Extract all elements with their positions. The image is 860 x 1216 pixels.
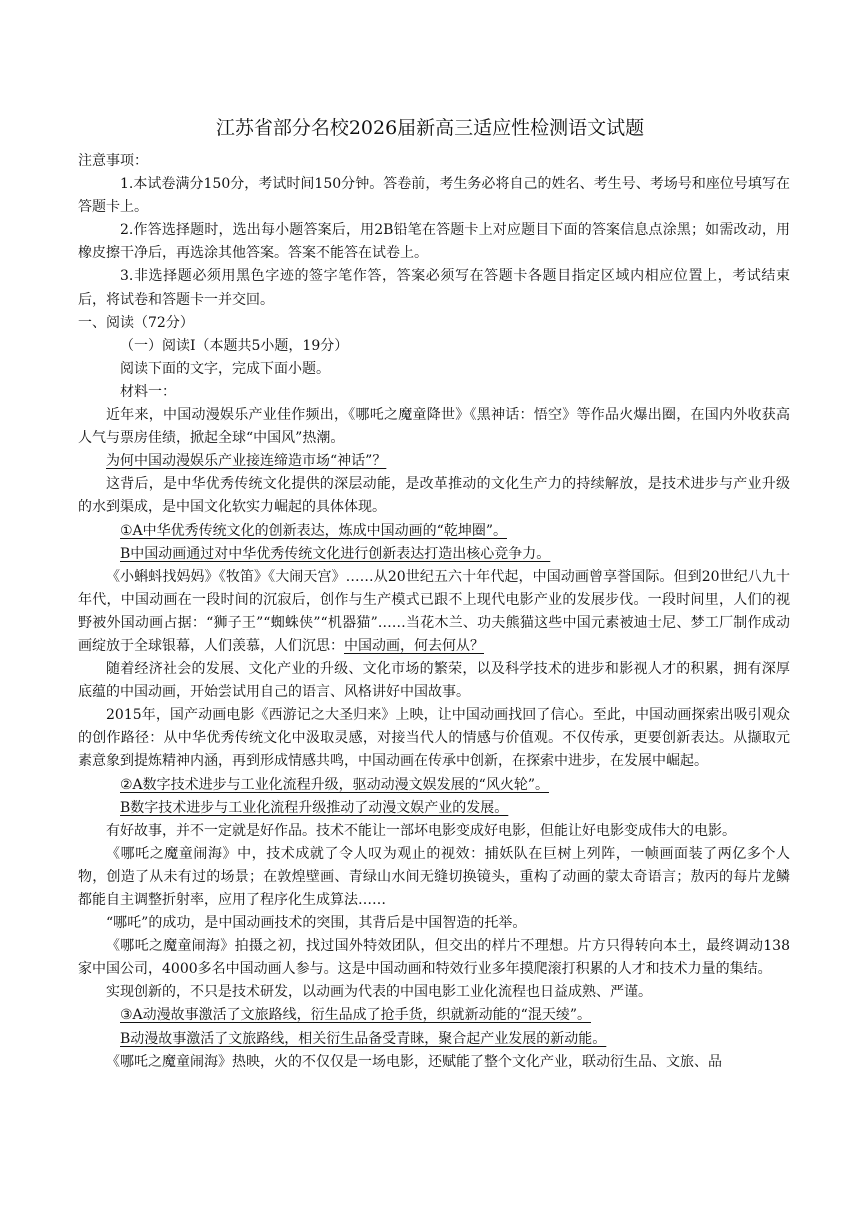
paragraph: 这背后，是中华优秀传统文化提供的深层动能，是改革推动的文化生产力的持续解放，是技术进步与产业升级的水到渠成，是中国文化软实力崛起的具体体现。 [78, 476, 790, 516]
page-title: 江苏省部分名校2026届新高三适应性检测语文试题 [215, 117, 645, 139]
underlined-question: 为何中国动漫娱乐产业接连缔造市场“神话”？ [106, 453, 387, 470]
paragraph: 《哪吒之魔童闹海》中，技术成就了令人叹为观止的视效：捕妖队在巨树上列阵，一帧画面装了两亿多个人物，创造了从未有过的场景；在敦煌壁画、青绿山水间无缝切换镜头，重构了动画的蒙太奇语言；敖丙的每片龙鳞都能自主调整折射率，应用了程序化生成算法…… [78, 845, 790, 908]
paragraph: 《哪吒之魔童闹海》热映，火的不仅仅是一场电影，还赋能了整个文化产业，联动衍生品、文旅、品 [106, 1053, 722, 1070]
paragraph [78, 450, 790, 473]
paragraph: 2015年，国产动画电影《西游记之大圣归来》上映，让中国动画找回了信心。至此，中国动画探索出吸引观众的创作路径：从中华优秀传统文化中汲取灵感，对接当代人的情感与价值观。不仅传承，更要创新表达。从撷取元素意象到提炼精神内涵，再到形成情感共鸣，中国动画在传承中创新，在探索中进步，在发展中崛起。 [78, 707, 790, 770]
paragraph-text: 《小蝌蚪找妈妈》《牧笛》《大闹天宫》……从20世纪五六十年代起，中国动画曾享誉国际。但到20世纪八九十年代，中国动画在一段时间的沉寂后，创作与生产模式已跟不上现代电影产业的发展步伐。一段时间里，人们的视野被外国动画占据：“狮子王”“蜘蛛侠”“机器猫”……当花木兰、功夫熊猫这些中国元素被迪士尼、梦工厂制作成动画绽放于全球银幕，人们羡慕，人们沉思： [78, 568, 790, 654]
option-b-1: B中国动画通过对中华优秀传统文化进行创新表达打造出核心竞争力。 [120, 545, 551, 562]
notice-item: 2.作答选择题时，选出每小题答案后，用2B铅笔在答题卡上对应题目下面的答案信息点涂黑；如需改动，用橡皮擦干净后，再选涂其他答案。答案不能答在试卷上。 [78, 222, 790, 262]
option-line [78, 1004, 790, 1027]
material-label: 材料一： [120, 383, 176, 400]
option-line [78, 797, 790, 820]
paragraph: 有好故事，并不一定就是好作品。技术不能让一部坏电影变成好电影，但能让好电影变成伟大的电影。 [106, 822, 736, 839]
paragraph: 近年来，中国动漫娱乐产业佳作频出，《哪吒之魔童降世》《黑神话：悟空》等作品火爆出圈，在国内外收获高人气与票房佳绩，掀起全球“中国风”热潮。 [78, 407, 790, 447]
paragraph: 随着经济社会的发展、文化产业的升级、文化市场的繁荣，以及科学技术的进步和影视人才的积累，拥有深厚底蕴的中国动画，开始尝试用自己的语言、风格讲好中国故事。 [78, 661, 790, 701]
option-line [78, 520, 790, 543]
paragraph: 《哪吒之魔童闹海》拍摄之初，找过国外特效团队，但交出的样片不理想。片方只得转向本土，最终调动138家中国公司，4000多名中国动画人参与。这是中国动画和特效行业多年摸爬滚打积累的人才和技术力量的集结。 [78, 938, 790, 978]
paragraph: “哪吒”的成功，是中国动画技术的突围，其背后是中国智造的托举。 [106, 915, 527, 932]
notice-item: 3.非选择题必须用黑色字迹的签字笔作答，答案必须写在答题卡各题目指定区域内相应位置上，考试结束后，将试卷和答题卡一并交回。 [78, 268, 790, 308]
option-line [78, 774, 790, 797]
option-a-2: ②A数字技术进步与工业化流程升级，驱动动漫文娱发展的“风火轮”。 [120, 776, 549, 793]
instruction: 阅读下面的文字，完成下面小题。 [120, 360, 330, 377]
document-body [78, 150, 790, 1074]
paragraph: 实现创新的，不只是技术研发，以动画为代表的中国电影工业化流程也日益成熟、严谨。 [106, 984, 652, 1001]
option-a-1: ①A中华优秀传统文化的创新表达，炼成中国动画的“乾坤圈”。 [120, 522, 507, 539]
section-heading: 一、阅读（72分） [78, 314, 194, 331]
option-line [78, 1028, 790, 1051]
option-line [78, 543, 790, 566]
notice-heading: 注意事项： [78, 153, 148, 169]
option-b-3: B动漫故事激活了文旅路线，相关衍生品备受青睐，聚合起产业发展的新动能。 [120, 1030, 607, 1047]
option-b-2: B数字技术进步与工业化流程升级推动了动漫文娱产业的发展。 [120, 799, 509, 816]
notice-item: 1.本试卷满分150分，考试时间150分钟。答卷前，考生务必将自己的姓名、考生号、考场号和座位号填写在答题卡上。 [78, 176, 790, 216]
subsection-heading: （一）阅读Ⅰ（本题共5小题，19分） [120, 337, 349, 354]
paragraph [78, 566, 790, 658]
underlined-question: 中国动画，何去何从？ [344, 637, 484, 654]
option-a-3: ③A动漫故事激活了文旅路线，衍生品成了抢手货，织就新动能的“混天绫”。 [120, 1007, 591, 1024]
